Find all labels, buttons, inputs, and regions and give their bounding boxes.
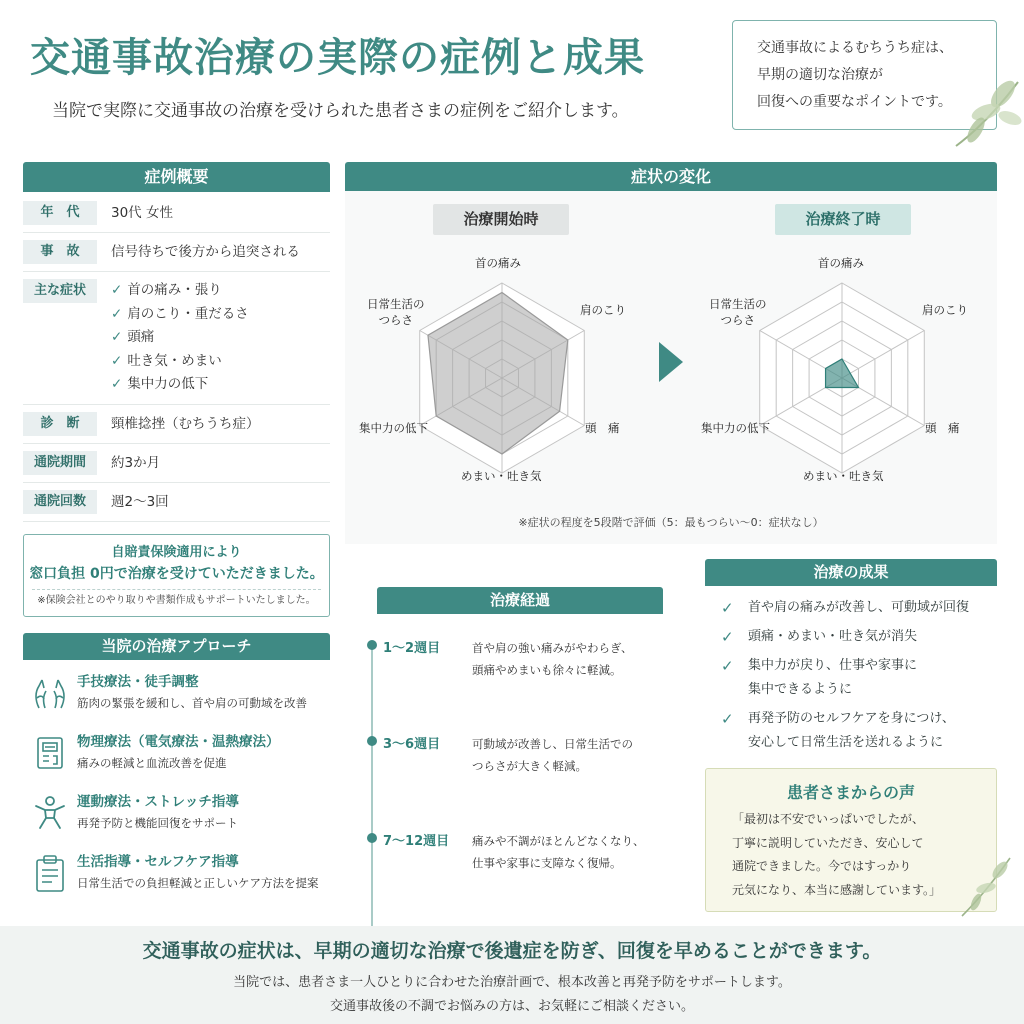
list-item: ✓ 吐き気・めまい bbox=[111, 352, 222, 369]
approach-title: 物理療法（電気療法・温熱療法） bbox=[77, 734, 280, 750]
exercise-icon bbox=[31, 794, 69, 832]
case-label: 診 断 bbox=[23, 412, 97, 436]
approach-desc: 痛みの軽減と血流改善を促進 bbox=[77, 756, 227, 770]
timeline-desc: 首や肩の強い痛みがやわらぎ、 頭痛やめまいも徐々に軽減。 bbox=[472, 641, 633, 677]
case-summary-heading: 症例概要 bbox=[23, 162, 330, 192]
approach-item bbox=[23, 660, 330, 720]
timeline-line bbox=[371, 645, 373, 931]
check-icon: ✓ bbox=[111, 282, 123, 298]
callout-line: 早期の適切な治療が bbox=[757, 67, 883, 83]
case-label: 通院期間 bbox=[23, 451, 97, 475]
symptom-change-panel bbox=[345, 162, 997, 544]
list-item: ✓ 集中力の低下 bbox=[111, 376, 209, 392]
list-item: ✓ 頭痛 bbox=[111, 329, 155, 345]
voice-line: 通院できました。今ではすっかり bbox=[732, 859, 912, 873]
radar-before-heading: 治療開始時 bbox=[433, 204, 569, 235]
results-heading: 治療の成果 bbox=[705, 559, 997, 586]
timeline-period: 7〜12週目 bbox=[383, 834, 450, 849]
voice-line: 元気になり、本当に感謝しています。」 bbox=[732, 882, 942, 897]
case-value: 頸椎捻挫（むちうち症） bbox=[111, 415, 260, 432]
timeline-period: 1〜2週目 bbox=[383, 641, 441, 656]
case-row-accident bbox=[23, 233, 330, 272]
symptoms-heading: 症状の変化 bbox=[345, 162, 997, 191]
approach-item bbox=[23, 720, 330, 780]
case-value: 約3か月 bbox=[111, 454, 161, 471]
case-label: 主な症状 bbox=[23, 279, 97, 303]
approach-title: 手技療法・徒手調整 bbox=[77, 674, 199, 690]
case-row-symptoms bbox=[23, 272, 330, 405]
footer-text: 交通事故後の不調でお悩みの方は、お気軽にご相談ください。 bbox=[329, 999, 694, 1014]
approach-item bbox=[23, 840, 330, 900]
approach-title: 運動療法・ストレッチ指導 bbox=[77, 794, 239, 810]
leaf-decoration-icon bbox=[948, 72, 1024, 152]
radar-axis-label: 日常生活の つらさ bbox=[709, 297, 767, 327]
list-item: ✓ 再発予防のセルフケアを身につけ、 安心して日常生活を送れるように bbox=[721, 707, 997, 755]
approach-heading: 当院の治療アプローチ bbox=[23, 633, 330, 660]
timeline-desc: 可動域が改善し、日常生活での つらさが大きく軽減。 bbox=[472, 737, 633, 773]
radar-axis-label: めまい・吐き気 bbox=[803, 469, 884, 483]
case-row-period bbox=[23, 444, 330, 483]
case-label: 年 代 bbox=[23, 201, 97, 225]
treatment-approach-panel bbox=[23, 633, 330, 900]
radar-axis-label: 頭 痛 bbox=[925, 421, 960, 435]
check-icon: ✓ bbox=[111, 329, 123, 345]
voice-line: 「最初は不安でいっぱいでしたが、 bbox=[732, 812, 925, 826]
timeline-dot bbox=[367, 833, 377, 843]
treatment-results-panel bbox=[705, 559, 997, 760]
callout-line: 交通事故によるむちうち症は、 bbox=[757, 40, 953, 56]
radar-axis-label: 肩のこり bbox=[922, 303, 968, 317]
footer-headline: 交通事故の症状は、早期の適切な治療で後遺症を防ぎ、回復を早めることができます。 bbox=[142, 940, 882, 962]
list-item: ✓ 肩のこり・重だるさ bbox=[111, 305, 249, 322]
case-label: 通院回数 bbox=[23, 490, 97, 514]
leaf-decoration-icon bbox=[956, 852, 1016, 920]
list-item: ✓ 頭痛・めまい・吐き気が消失 bbox=[721, 625, 997, 649]
progress-heading: 治療経過 bbox=[377, 587, 663, 614]
divider bbox=[32, 589, 321, 590]
check-icon: ✓ bbox=[111, 305, 123, 322]
check-icon: ✓ bbox=[721, 657, 734, 675]
treatment-progress-panel bbox=[377, 587, 663, 870]
approach-desc: 日常生活での負担軽減と正しいケア方法を提案 bbox=[77, 876, 319, 890]
hands-icon bbox=[31, 674, 69, 712]
radar-axis-label: 集中力の低下 bbox=[359, 421, 428, 435]
radar-axis-label: 首の痛み bbox=[818, 256, 864, 270]
insurance-line: 窓口負担 0円で治療を受けていただきました。 bbox=[29, 566, 324, 582]
page-subtitle: 当院で実際に交通事故の治療を受けられた患者さまの症例をご紹介します。 bbox=[52, 101, 629, 121]
case-summary-panel bbox=[23, 162, 330, 522]
footer-text: 当院では、患者さま一人ひとりに合わせた治療計画で、根本改善と再発予防をサポートします。 bbox=[233, 975, 791, 990]
radar-axis-label: 頭 痛 bbox=[585, 421, 620, 435]
approach-desc: 筋肉の緊張を緩和し、首や肩の可動域を改善 bbox=[77, 696, 307, 710]
case-row-age bbox=[23, 194, 330, 233]
footer bbox=[0, 926, 1024, 1024]
timeline-dot bbox=[367, 640, 377, 650]
approach-desc: 再発予防と機能回復をサポート bbox=[77, 816, 238, 830]
arrow-right-icon bbox=[657, 340, 685, 384]
voice-heading: 患者さまからの声 bbox=[786, 783, 915, 802]
radar-axis-label: めまい・吐き気 bbox=[461, 469, 542, 483]
radar-after-heading: 治療終了時 bbox=[775, 204, 911, 235]
case-row-diagnosis bbox=[23, 405, 330, 444]
insurance-box bbox=[23, 534, 330, 617]
insurance-line: 自賠責保険適用により bbox=[111, 545, 242, 560]
timeline-desc: 痛みや不調がほとんどなくなり、 仕事や家事に支障なく復帰。 bbox=[472, 834, 645, 870]
patient-voice-box bbox=[705, 768, 997, 912]
radar-axis-label: 集中力の低下 bbox=[701, 421, 770, 435]
timeline-period: 3〜6週目 bbox=[383, 737, 441, 752]
callout-line: 回復への重要なポイントです。 bbox=[757, 94, 952, 110]
radar-axis-label: 首の痛み bbox=[475, 256, 521, 270]
check-icon: ✓ bbox=[111, 352, 123, 369]
radar-axis-label: 肩のこり bbox=[580, 303, 626, 317]
case-value: 30代 女性 bbox=[111, 205, 173, 221]
case-value: 週2〜3回 bbox=[111, 493, 169, 510]
list-item: ✓ 首の痛み・張り bbox=[111, 282, 222, 298]
list-item: ✓ 首や肩の痛みが改善し、可動域が回復 bbox=[721, 596, 997, 620]
check-icon: ✓ bbox=[721, 710, 734, 728]
radar-axis-label: 日常生活の つらさ bbox=[367, 297, 425, 327]
check-icon: ✓ bbox=[721, 599, 734, 617]
check-icon: ✓ bbox=[721, 628, 734, 646]
results-list bbox=[705, 586, 997, 755]
case-label: 事 故 bbox=[23, 240, 97, 264]
case-row-frequency bbox=[23, 483, 330, 522]
clipboard-icon bbox=[33, 854, 67, 894]
list-item: ✓ 集中力が戻り、仕事や家事に 集中できるように bbox=[721, 654, 997, 702]
radar-note: ※症状の程度を5段階で評価（5：最もつらい〜0：症状なし） bbox=[518, 516, 824, 529]
approach-title: 生活指導・セルフケア指導 bbox=[77, 854, 239, 870]
voice-line: 丁寧に説明していただき、安心して bbox=[732, 835, 924, 850]
case-value: 信号待ちで後方から追突される bbox=[111, 244, 300, 260]
check-icon: ✓ bbox=[111, 376, 123, 392]
timeline-dot bbox=[367, 736, 377, 746]
symptom-list bbox=[111, 279, 330, 397]
insurance-note: ※保険会社とのやり取りや書類作成もサポートいたしました。 bbox=[37, 595, 316, 606]
device-icon bbox=[33, 734, 67, 772]
page-title: 交通事故治療の実際の症例と成果 bbox=[30, 34, 645, 81]
approach-item bbox=[23, 780, 330, 840]
